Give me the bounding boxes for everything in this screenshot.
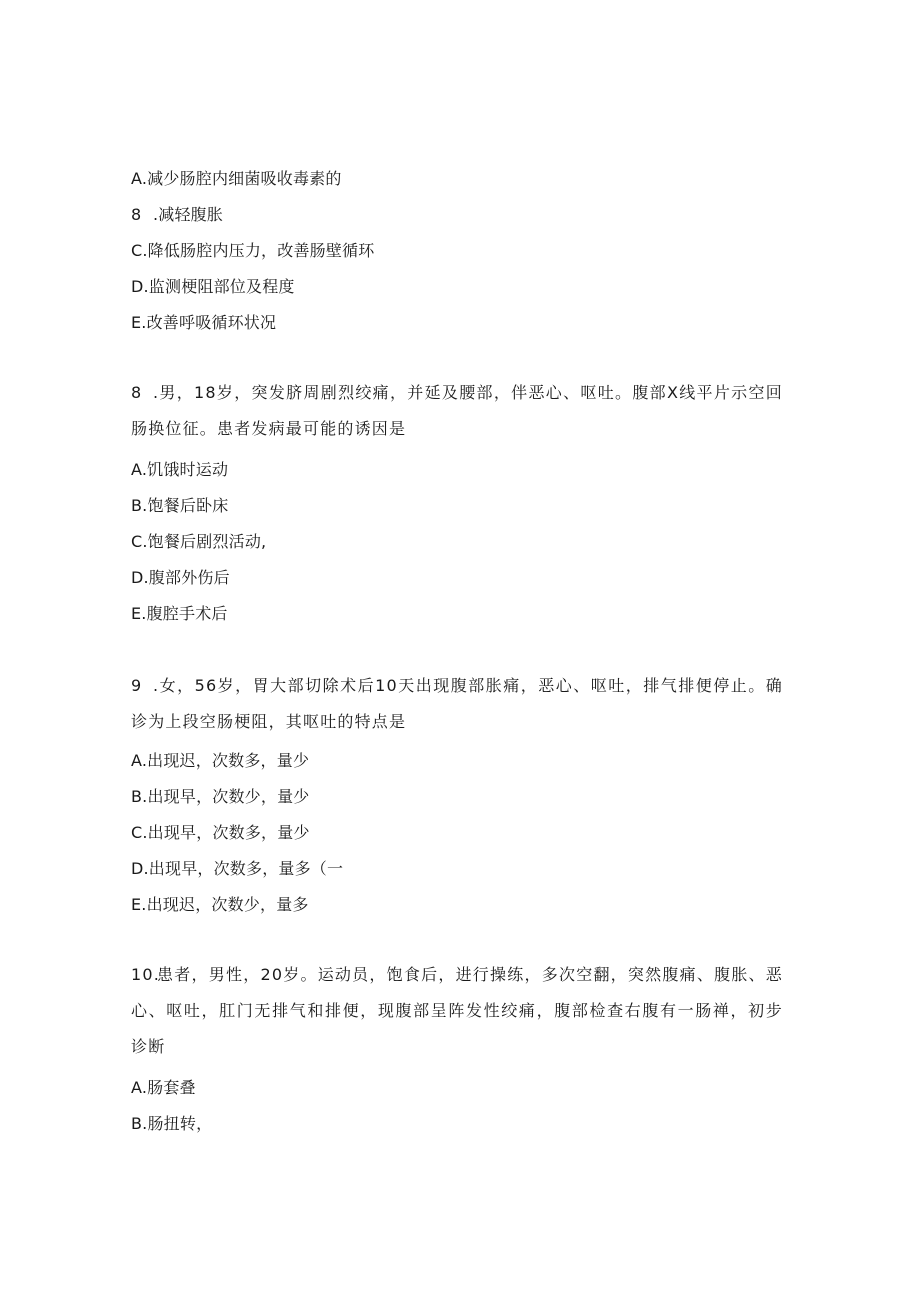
q8-option-a: A.饥饿时运动 <box>131 460 229 479</box>
q7-option-b-number: 8 <box>131 205 142 224</box>
q10-stem <box>131 957 783 1065</box>
q7-option-a: A.减少肠腔内细菌吸收毒素的 <box>131 169 342 188</box>
q7-option-c: C.降低肠腔内压力，改善肠壁循环 <box>131 241 375 260</box>
q9-option-e: E.出现迟，次数少，量多 <box>131 895 309 914</box>
q9-option-a: A.出现迟，次数多，量少 <box>131 751 310 770</box>
q9-stem-text: .女，56岁，胃大部切除术后10天出现腹部胀痛，恶心、呕吐，排气排便停止。确诊为上段空肠梗阻，其呕吐的特点是 <box>131 676 783 731</box>
q8-option-c: C.饱餐后剧烈活动, <box>131 532 267 551</box>
q9-stem <box>131 668 783 740</box>
q7-option-b-text: .减轻腹胀 <box>153 205 224 224</box>
q8-option-e: E.腹腔手术后 <box>131 604 228 623</box>
q8-option-b: B.饱餐后卧床 <box>131 496 229 515</box>
q9-number: 9 <box>131 676 143 695</box>
q8-option-d: D.腹部外伤后 <box>131 568 230 587</box>
q10-option-a: A.肠套叠 <box>131 1078 196 1097</box>
q9-option-c: C.出现早，次数多，量少 <box>131 823 310 842</box>
q8-stem-text: .男，18岁，突发脐周剧烈绞痛，并延及腰部，伴恶心、呕吐。腹部X线平片示空回肠换位征。患者发病最可能的诱因是 <box>131 383 783 438</box>
q7-option-b <box>131 205 223 225</box>
q9-option-b: B.出现早，次数少，量少 <box>131 787 310 806</box>
q10-option-b: B.肠扭转， <box>131 1114 213 1133</box>
q7-option-d: D.监测梗阻部位及程度 <box>131 277 295 296</box>
q9-option-d: D.出现早，次数多，量多（一 <box>131 859 344 878</box>
q7-option-e: E.改善呼吸循环状况 <box>131 313 277 332</box>
q8-number: 8 <box>131 383 143 402</box>
q10-number: 10. <box>131 965 161 984</box>
q10-stem-text: 患者，男性，20岁。运动员，饱食后，进行操练，多次空翻，突然腹痛、腹胀、恶心、呕吐，肛门无排气和排便，现腹部呈阵发性绞痛，腹部检查右腹有一肠禅，初步诊断 <box>131 965 783 1056</box>
q8-stem <box>131 375 783 447</box>
